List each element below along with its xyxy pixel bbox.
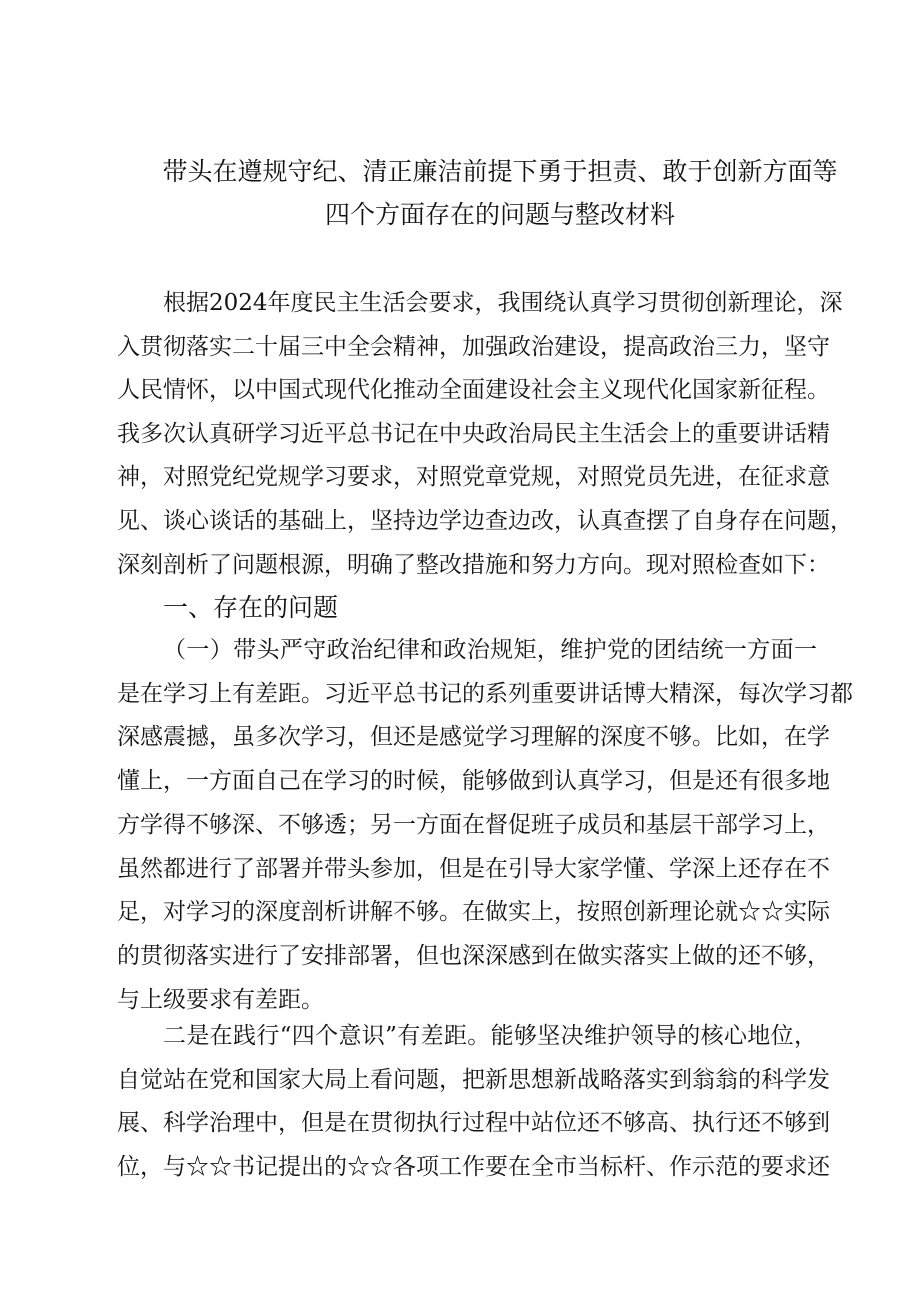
text-line: 与上级要求有差距。 (117, 986, 324, 1013)
text-line: 的贯彻落实进行了安排部署，但也深深感到在做实落实上做的还不够， (117, 942, 830, 969)
section-heading: 一、存在的问题 (163, 593, 339, 622)
text-line: 是在学习上有差距。习近平总书记的系列重要讲话博大精深，每次学习都 (117, 680, 853, 707)
text-line: 深感震撼，虽多次学习，但还是感觉学习理解的深度不够。比如，在学 (117, 724, 830, 751)
text-line: 我多次认真研学习近平总书记在中央政治局民主生活会上的重要讲话精 (117, 420, 830, 447)
text-line: 方学得不够深、不够透；另一方面在督促班子成员和基层干部学习上， (117, 811, 830, 838)
text-line: 见、谈心谈话的基础上，坚持边学边查边改，认真查摆了自身存在问题， (117, 508, 853, 534)
text-line: 神，对照党纪党规学习要求，对照党章党规，对照党员先进，在征求意 (117, 464, 830, 491)
text-line: 根据2024年度民主生活会要求，我围绕认真学习贯彻创新理论，深 (163, 290, 843, 316)
text-line: 虽然都进行了部署并带头参加，但是在引导大家学懂、学深上还存在不 (117, 855, 830, 882)
text-line: 二是在践行“四个意识”有差距。能够坚决维护领导的核心地位， (163, 1023, 817, 1049)
text-line: 展、科学治理中，但是在贯彻执行过程中站位还不够高、执行还不够到 (117, 1110, 830, 1137)
document-title-line-1: 带头在遵规守纪、清正廉洁前提下勇于担责、敢于创新方面等 (162, 157, 838, 186)
text-line: （一）带头严守政治纪律和政治规矩，维护党的团结统一方面一 (163, 637, 817, 663)
text-line: 入贯彻落实二十届三中全会精神，加强政治建设，提高政治三力，坚守 (117, 333, 830, 360)
text-line: 深刻剖析了问题根源，明确了整改措施和努力方向。现对照检查如下： (117, 551, 830, 578)
text-line: 位，与☆☆书记提出的☆☆各项工作要在全市当标杆、作示范的要求还 (117, 1154, 830, 1181)
document-title-line-2: 四个方面存在的问题与整改材料 (324, 200, 675, 229)
text-line: 自觉站在党和国家大局上看问题，把新思想新战略落实到翁翁的科学发 (117, 1066, 830, 1093)
text-line: 足，对学习的深度剖析讲解不够。在做实上，按照创新理论就☆☆实际 (117, 899, 830, 926)
text-line: 人民情怀，以中国式现代化推动全面建设社会主义现代化国家新征程。 (117, 377, 830, 404)
text-line: 懂上，一方面自己在学习的时候，能够做到认真学习，但是还有很多地 (117, 768, 830, 795)
